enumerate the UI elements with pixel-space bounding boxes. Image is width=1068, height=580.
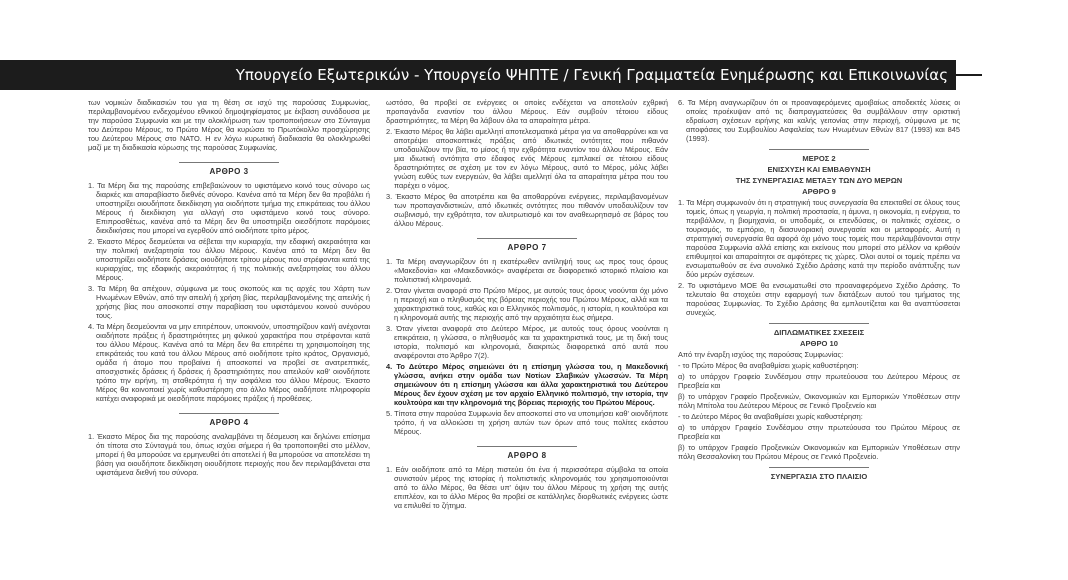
header-banner <box>0 60 956 90</box>
article-10-heading: ΑΡΘΡΟ 10 <box>800 339 838 348</box>
part-2-heading <box>678 149 960 196</box>
col3-intro: 6. Τα Μέρη αναγνωρίζουν ότι οι προαναφερόμενες αμοιβαίως αποδεκτές λύσεις οι οποίες προέκυψαν από τις διαπραγματεύσεις θα συμβάλλουν στην οριστική εδραίωση σχέσεων ειρήνης και καλής γειτονίας στην περιοχή, σύμφωνα με τις αποφάσεις του Συμβουλίου Ασφαλείας των Ηνωμένων Εθνών 817 (1993) και 845 (1993). <box>678 98 960 143</box>
article-7-paragraph: 2. Όταν γίνεται αναφορά στο Πρώτο Μέρος, με αυτούς τους όρους νοούνται όχι μόνο η περιοχή και ο πληθυσμός της βόρειας περιοχής του Πρώτου Μέρους, αλλά και τα χαρακτηριστικά τους, καθώς και ο Ελληνικός πολιτισμός, η ιστορία, η κουλτούρα και η κληρονομιά αυτής της περιοχής από την αρχαιότητα έως σήμερα. <box>386 286 668 322</box>
article-7-paragraph: 3. Όταν γίνεται αναφορά στο Δεύτερο Μέρος, με αυτούς τους όρους νοούνται η επικράτεια, η γλώσσα, ο πληθυσμός και τα χαρακτηριστικά τους, με τη δική τους ιστορία, πολιτισμό και κληρονομιά, διακριτώς διαφορετικά από αυτά που αναφέρονται στο Άρθρο 7(2). <box>386 324 668 360</box>
article-10-paragraph: Από την έναρξη ισχύος της παρούσας Συμφωνίας: <box>678 350 844 359</box>
column-2 <box>386 98 668 580</box>
header-rule <box>956 74 982 76</box>
article-10-paragraph: β) το υπάρχον Γραφείο Προξενικών, Οικονομικών και Εμπορικών Υποθέσεων στην πόλη Μπίτολα του Δεύτερου Μέρους σε Γενικό Προξενείο και <box>678 392 960 410</box>
article-10-paragraph: - το Πρώτο Μέρος θα αναβαθμίσει χωρίς καθυστέρηση: <box>678 361 859 370</box>
next-section-title: ΣΥΝΕΡΓΑΣΙΑ ΣΤΟ ΠΛΑΙΣΙΟ <box>770 472 868 481</box>
diplomatic-title: ΔΙΠΛΩΜΑΤΙΚΕΣ ΣΧΕΣΕΙΣ <box>773 328 865 337</box>
article-10-paragraph: β) το υπάρχον Γραφείο Προξενικών Οικονομικών και Εμπορικών Υποθέσεων στην πόλη Θεσσαλονίκη του Πρώτου Μέρους σε Γενικό Προξενείο. <box>678 443 960 461</box>
article-10-paragraph: α) το υπάρχον Γραφείο Συνδέσμου στην πρωτεύουσα του Πρώτου Μέρους σε Πρεσβεία και <box>678 423 960 441</box>
header-title: Υπουργείο Εξωτερικών - Υπουργείο ΨΗΠΤΕ / Γενική Γραμματεία Ενημέρωσης και Επικοινωνίας <box>235 66 948 84</box>
col1-intro: των νομικών διαδικασιών του για τη θέση σε ισχύ της παρούσας Συμφωνίας, περιλαμβανομένου ενδεχομένου εθνικού δημοψηφίσματος με έκβαση συνάδουσα με την παρούσα Συμφωνία και με την ολοκλήρωση των τροποποιήσεων στο Σύνταγμα του Δεύτερου Μέρους, το Πρώτο Μέρος θα κυρώσει το Πρωτόκολλο προσχώρησης του Δεύτερου Μέρους στο ΝΑΤΟ. Η εν λόγω κυρωτική διαδικασία θα ολοκληρωθεί μαζί με τη διαδικασία κύρωσης της παρούσας Συμφωνίας. <box>88 98 370 152</box>
article-7-heading: ΑΡΘΡΟ 7 <box>386 238 668 252</box>
col2-intro: ωστόσο, θα προβεί σε ενέργειες οι οποίες ενδέχεται να αποτελούν εχθρική προπαγάνδα εναντίον του άλλου Μέρους. Εάν συμβούν τέτοιου είδους δραστηριότητες, τα Μέρη θα λάβουν όλα τα απαραίτητα μέτρα. <box>386 98 668 125</box>
article-3-paragraph: 3. Τα Μέρη θα απέχουν, σύμφωνα με τους σκοπούς και τις αρχές του Χάρτη των Ηνωμένων Εθνών, από την απειλή ή χρήση βίας, περιλαμβανομένης της απειλής ή χρήσης βίας που αποσκοπεί στην παραβίαση του υφιστάμενου κοινού συνόρου τους. <box>88 284 370 320</box>
article-3-paragraph: 4. Τα Μέρη δεσμεύονται να μην επιτρέπουν, υποκινούν, υποστηρίζουν και/ή ανέχονται οιαδήποτε πράξεις ή δραστηριότητες μη φιλικού χαρακτήρα που στρέφονται κατά του άλλου Μέρους. Κανένα από τα Μέρη δεν θα επιτρέπει τη χρησιμοποίηση της επικράτειάς του κατά του άλλου Μέρους από οιοδήποτε τρίτο κράτος, Οργανισμό, ομάδα ή άτομο που προβαίνει ή αποσκοπεί να προβεί σε ανατρεπτικές, αποσχιστικές δράσεις ή δράσεις ή δραστηριότητες που απειλούν καθ' οιονδήποτε τρόπο την ειρήνη, τη σταθερότητα ή την ασφάλεια του άλλου Μέρους. Έκαστο Μέρος θα κοινοποιεί χωρίς καθυστέρηση στο άλλο Μέρος οιαδήποτε πληροφορία κατέχει αναφορικά με οιεσδήποτε παρόμοιες πράξεις ή προθέσεις. <box>88 322 370 403</box>
article-4-heading: ΑΡΘΡΟ 4 <box>88 413 370 427</box>
article-9-paragraph: 1. Τα Μέρη συμφωνούν ότι η στρατηγική τους συνεργασία θα επεκταθεί σε όλους τους τομείς, όπως η γεωργία, η πολιτική προστασία, η άμυνα, η οικονομία, η ενέργεια, το περιβάλλον, η βιομηχανία, οι υποδομές, οι επενδύσεις, οι πολιτικές σχέσεις, ο τουρισμός, το εμπόριο, η διασυνοριακή συνεργασία και οι μεταφορές. Αυτή η στρατηγική συνεργασία θα αφορά όχι μόνο τους τομείς που περιλαμβάνονται στην παρούσα Συμφωνία αλλά επίσης και εκείνους που μπορεί στο μέλλον να κριθούν επιθυμητοί και απαραίτητοι σε αμφότερες τις χώρες. Όλοι αυτοί οι τομείς πρέπει να ενσωματωθούν σε ένα συνολικό Σχέδιο Δράσης κατά την περίοδο ανάπτυξης των δύο μερών σχέσεων. <box>678 198 960 279</box>
article-8-heading: ΑΡΘΡΟ 8 <box>386 446 668 460</box>
article-3-paragraph: 1. Τα Μέρη δια της παρούσης επιβεβαιώνουν το υφιστάμενο κοινό τους σύνορο ως διαρκές και απαραβίαστο διεθνές σύνορο. Κανένα από τα Μέρη δεν θα προβάλει ή υποστηρίξει οιουδήποτε διεκδίκηση για οιοδήποτε τμήμα της επικράτειας του άλλου Μέρους ή διεκδίκηση για αλλαγή στο υφιστάμενο κοινό τους σύνορο. Επιπροσθέτως, κανένα από τα Μέρη δεν θα υποστηρίξει οιεσδήποτε παρόμοιες διεκδικήσεις που μπορεί να εγερθούν από οιοδήποτε τρίτο μέρος. <box>88 181 370 235</box>
column-1 <box>88 98 370 580</box>
next-section-heading <box>678 467 960 481</box>
article-4-paragraph: 1. Έκαστο Μέρος δια της παρούσης αναλαμβάνει τη δέσμευση και δηλώνει επίσημα ότι τίποτα στο Σύνταγμά του, όπως ισχύει σήμερα ή θα τροποποιηθεί στο μέλλον, μπορεί ή θα μπορούσε να ερμηνευθεί ότι αποτελεί ή θα μπορούσε να αποτελέσει τη βάση για οιουδήποτε διεκδίκηση οιουδήποτε περιοχής που δεν περιλαμβάνεται στα υφιστάμενα διεθνή του σύνορα. <box>88 432 370 477</box>
part-2-subtitle: ΤΗΣ ΣΥΝΕΡΓΑΣΙΑΣ ΜΕΤΑΞΥ ΤΩΝ ΔΥΟ ΜΕΡΩΝ <box>735 176 903 185</box>
article-10-paragraph: - το Δεύτερο Μέρος θα αναβαθμίσει χωρίς καθυστέρηση: <box>678 412 863 421</box>
column-3 <box>678 98 960 580</box>
article-9-paragraph: 2. Το υφιστάμενο ΜΟΕ θα ενσωματωθεί στο προαναφερόμενο Σχέδιο Δράσης. Το τελευταίο θα στοχεύει στην εφαρμογή των διατάξεων αυτού του τμήματος της παρούσας Συμφωνίας. Το Σχέδιο Δράσης θα εμπλουτίζεται και θα αναπτύσσεται συνεχώς. <box>678 281 960 317</box>
col2-intro-paragraph: 2. Έκαστο Μέρος θα λάβει αμελλητί αποτελεσματικά μέτρα για να αποθαρρύνει και να αποτρέψει αποσκοπτικές πράξεις από ιδιωτικές οντότητες που πιθανόν υποδαυλίζουν την βία, το μίσος ή την εχθρότητα εναντίον του άλλου Μέρους. Εάν μια ιδιωτική οντότητα στο έδαφος ενός Μέρους εμπλακεί σε τέτοιου είδους δραστηριότητες σε σχέση με τον εν λόγω Μέρους, αυτό το Μέρος, μόλις λάβει γνώση ευθύς των ενεργειών, θα λάβει αμελλητί όλα τα απαραίτητα μέτρα που του παρέχει ο νόμος. <box>386 127 668 190</box>
article-3-heading: ΑΡΘΡΟ 3 <box>88 162 370 176</box>
article-7-bold-paragraph: 4. Το Δεύτερο Μέρος σημειώνει ότι η επίσημη γλώσσα του, η Μακεδονική γλώσσα, ανήκει στην ομάδα των Νοτίων Σλαβικών γλωσσών. Τα Μέρη σημειώνουν ότι η επίσημη γλώσσα και άλλα χαρακτηριστικά του Δεύτερου Μέρους δεν έχουν σχέση με τον αρχαίο Ελληνικό πολιτισμό, την ιστορία, την κουλτούρα και την κληρονομιά της βόρειας περιοχής του Πρώτου Μέρους. <box>386 362 668 407</box>
part-2-subtitle: ΕΝΙΣΧΥΣΗ ΚΑΙ ΕΜΒΑΘΥΝΣΗ <box>767 165 871 174</box>
diplomatic-heading <box>678 323 960 348</box>
article-7-paragraph: 1. Τα Μέρη αναγνωρίζουν ότι η εκατέρωθεν αντίληψή τους ως προς τους όρους «Μακεδονία» και «Μακεδονικός» αναφέρεται σε διαφορετικό ιστορικό πλαίσιο και πολιτιστική κληρονομιά. <box>386 257 668 284</box>
part-2-title: ΜΕΡΟΣ 2 <box>802 154 836 163</box>
article-10-paragraph: α) το υπάρχον Γραφείο Συνδέσμου στην πρωτεύουσα του Δεύτερου Μέρους σε Πρεσβεία και <box>678 372 960 390</box>
col2-intro-paragraph: 3. Έκαστο Μέρος θα αποτρέπει και θα αποθαρρύνει ενέργειες, περιλαμβανομένων των προπαγανδιστικών, από ιδιωτικές οντότητες που πιθανόν υποδαυλίζουν τον σωβινισμό, την εχθρότητα, τον αλυτρωτισμό και τον αναθεωρητισμό σε βάρος του άλλου Μέρους. <box>386 192 668 228</box>
article-8-paragraph: 1. Εάν οιοδήποτε από τα Μέρη πιστεύει ότι ένα ή περισσότερα σύμβολα τα οποία συνιστούν μέρος της ιστορίας ή πολιτιστικής κληρονομιάς του χρησιμοποιούνται από το άλλο Μέρος, θα θέσει υπ' όψιν του άλλου Μέρους τη χρήση της αυτής επιπλέον, και το άλλο Μέρος θα προβεί σε κατάλληλες διορθωτικές ενέργειες ώστε να επιλυθεί το ζήτημα. <box>386 465 668 510</box>
article-7-paragraph: 5. Τίποτα στην παρούσα Συμφωνία δεν αποσκοπεί στο να υποτιμήσει καθ' οιονδήποτε τρόπο, ή να αλλοιώσει τη χρήση αυτών των όρων από τους πολίτες εκάστου Μέρους. <box>386 409 668 436</box>
article-9-heading: ΑΡΘΡΟ 9 <box>802 187 836 196</box>
article-3-paragraph: 2. Έκαστο Μέρος δεσμεύεται να σέβεται την κυριαρχία, την εδαφική ακεραιότητα και την πολιτική ανεξαρτησία του άλλου Μέρους. Κανένα από τα Μέρη δεν θα υποστηρίξει οιοδήποτε δράσεις οιουδήποτε τρίτου μέρους που στρέφονται κατά της κυριαρχίας, της εδαφικής ακεραιότητας ή της πολιτικής ανεξαρτησίας του άλλου Μέρους. <box>88 237 370 282</box>
